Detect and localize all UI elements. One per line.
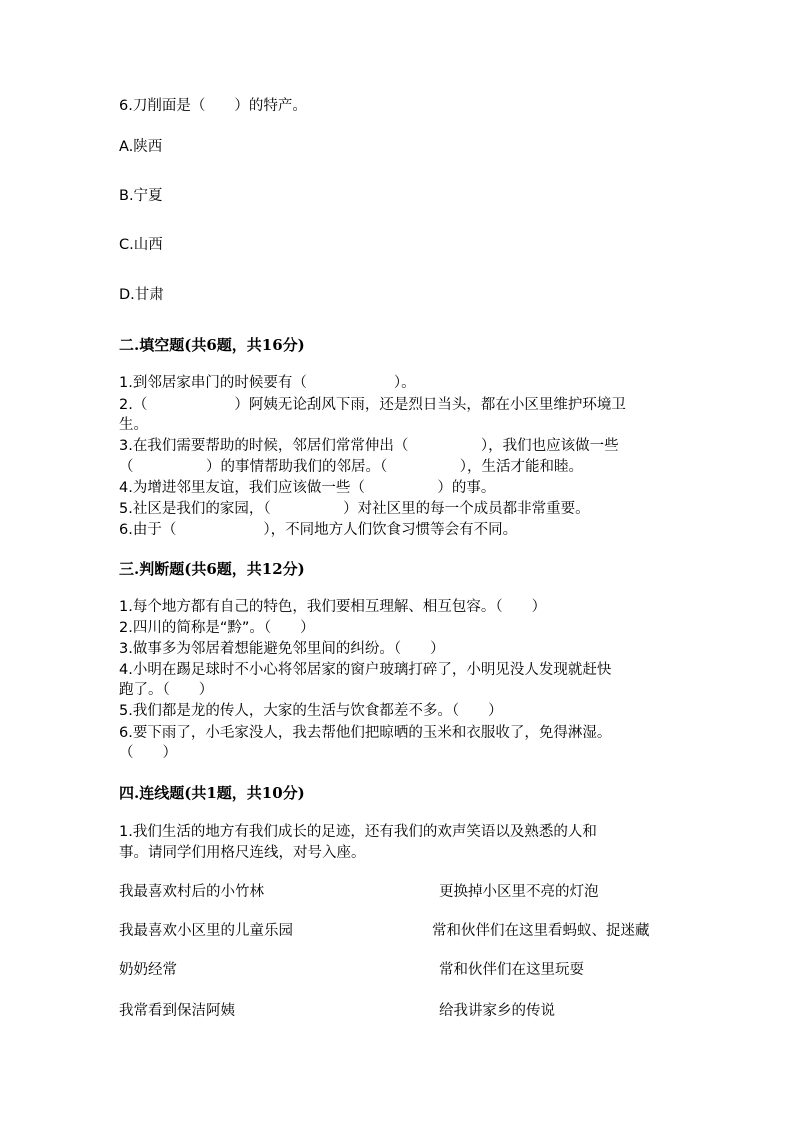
section-3-line: （ ） <box>119 745 177 761</box>
section-3-line: 1.每个地方都有自己的特色，我们要相互理解、相互包容。（ ） <box>119 599 547 615</box>
match-left-item: 奶奶经常 <box>119 962 177 978</box>
match-right-item: 常和伙伴们在这里看蚂蚁、捉迷藏 <box>432 923 650 939</box>
section-3-line: 4.小明在踢足球时不小心将邻居家的窗户玻璃打碎了，小明见没人发现就赶快 <box>119 662 612 678</box>
match-right-item: 常和伙伴们在这里玩耍 <box>439 962 584 978</box>
section-4-title: 四.连线题(共1题，共10分) <box>119 784 305 802</box>
section-2-line: 4.为增进邻里友谊，我们应该做一些（ ）的事。 <box>119 480 496 496</box>
match-left-item: 我最喜欢小区里的儿童乐园 <box>119 923 293 939</box>
question-6-stem: 6.刀削面是（ ）的特产。 <box>119 98 307 114</box>
section-2-line: 5.社区是我们的家园，（ ）对社区里的每一个成员都非常重要。 <box>119 501 590 517</box>
section-2-line: 6.由于（ ），不同地方人们饮食习惯等会有不同。 <box>119 522 518 538</box>
section-2-line: 3.在我们需要帮助的时候，邻居们常常伸出（ ），我们也应该做一些 <box>119 438 619 454</box>
section-3-title: 三.判断题(共6题，共12分) <box>119 560 305 578</box>
match-left-item: 我常看到保洁阿姨 <box>119 1003 235 1019</box>
section-3-line: 3.做事多为邻居着想能避免邻里间的纠纷。（ ） <box>119 641 445 657</box>
match-right-item: 更换掉小区里不亮的灯泡 <box>439 884 599 900</box>
section-2-line: 1.到邻居家串门的时候要有（ ）。 <box>119 375 416 391</box>
section-4-line: 事。请同学们用格尺连线，对号入座。 <box>119 845 366 861</box>
option-c: C.山西 <box>119 237 163 253</box>
match-left-item: 我最喜欢村后的小竹林 <box>119 884 264 900</box>
section-2-line: （ ）的事情帮助我们的邻居。（ ），生活才能和睦。 <box>119 459 583 475</box>
section-2-title: 二.填空题(共6题，共16分) <box>119 336 305 354</box>
section-3-line: 5.我们都是龙的传人，大家的生活与饮食都差不多。（ ） <box>119 703 503 719</box>
match-right-item: 给我讲家乡的传说 <box>439 1003 555 1019</box>
option-d: D.甘肃 <box>119 287 164 303</box>
section-2-line: 2.（ ）阿姨无论刮风下雨，还是烈日当头，都在小区里维护环境卫 <box>119 397 626 413</box>
section-3-line: 跑了。（ ） <box>119 682 214 698</box>
section-2-line: 生。 <box>119 417 148 433</box>
option-b: B.宁夏 <box>119 188 163 204</box>
section-4-line: 1.我们生活的地方有我们成长的足迹，还有我们的欢声笑语以及熟悉的人和 <box>119 824 597 840</box>
section-3-line: 6.要下雨了，小毛家没人，我去帮他们把晾晒的玉米和衣服收了，免得淋湿。 <box>119 725 612 741</box>
option-a: A.陕西 <box>119 139 163 155</box>
section-3-line: 2.四川的简称是“黔”。（ ） <box>119 620 315 636</box>
